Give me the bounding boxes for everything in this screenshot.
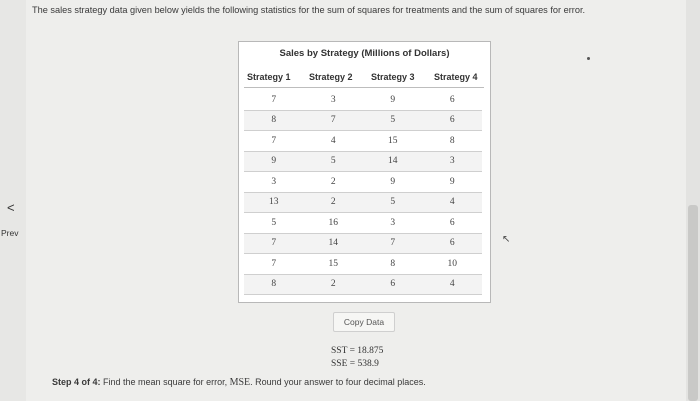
chevron-left-icon[interactable]: < — [7, 200, 15, 215]
step-text-after: . Round your answer to four decimal places. — [250, 377, 426, 387]
table-cell: 7 — [304, 110, 364, 131]
table-cell: 5 — [244, 213, 304, 234]
table-cell: 4 — [423, 192, 483, 213]
table-cell: 5 — [363, 110, 423, 131]
table-cell: 9 — [363, 90, 423, 110]
column-header: Strategy 2 — [309, 72, 353, 82]
table-cell: 6 — [423, 110, 483, 131]
table-cell: 4 — [304, 131, 364, 152]
table-cell: 8 — [363, 254, 423, 275]
table-cell: 2 — [304, 192, 364, 213]
table-row — [244, 233, 482, 254]
table-cell: 8 — [423, 131, 483, 152]
dot-mark — [587, 57, 590, 60]
copy-data-button[interactable]: Copy Data — [333, 312, 395, 332]
table-row — [244, 131, 482, 152]
table-cell: 7 — [244, 233, 304, 254]
table-cell: 3 — [304, 90, 364, 110]
table-cell: 3 — [363, 213, 423, 234]
prev-link[interactable]: Prev — [1, 228, 19, 238]
table-cell: 6 — [423, 90, 483, 110]
step-instruction — [52, 377, 426, 388]
header-divider — [244, 87, 484, 88]
problem-prompt: The sales strategy data given below yields the following statistics for the sum of squares for treatments and the sum of squares for error. — [32, 5, 586, 15]
column-header: Strategy 3 — [371, 72, 415, 82]
table-cell: 14 — [363, 151, 423, 172]
sales-table — [238, 41, 491, 303]
table-row — [244, 90, 482, 110]
table-row — [244, 192, 482, 213]
table-title: Sales by Strategy (Millions of Dollars) — [279, 48, 450, 59]
table-cell: 9 — [363, 172, 423, 193]
table-cell: 4 — [423, 274, 483, 295]
sst-value: SST = 18.875 — [331, 346, 384, 356]
table-row — [244, 274, 482, 295]
table-cell: 9 — [244, 151, 304, 172]
table-cell: 8 — [244, 110, 304, 131]
table-cell: 7 — [244, 254, 304, 275]
sse-value: SSE = 538.9 — [331, 359, 379, 369]
table-cell: 3 — [244, 172, 304, 193]
table-cell: 6 — [363, 274, 423, 295]
table-cell: 9 — [423, 172, 483, 193]
table-cell: 10 — [423, 254, 483, 275]
scrollbar-thumb[interactable] — [688, 205, 698, 401]
mouse-pointer-icon: ↖ — [502, 234, 511, 245]
table-cell: 5 — [363, 192, 423, 213]
table-cell: 16 — [304, 213, 364, 234]
table-row — [244, 213, 482, 234]
table-cell: 15 — [304, 254, 364, 275]
table-row — [244, 151, 482, 172]
table-cell: 13 — [244, 192, 304, 213]
step-text-before: Find the mean square for error, — [103, 377, 230, 387]
table-cell: 8 — [244, 274, 304, 295]
table-cell: 7 — [363, 233, 423, 254]
table-cell: 5 — [304, 151, 364, 172]
table-cell: 15 — [363, 131, 423, 152]
table-cell: 2 — [304, 172, 364, 193]
table-cell: 3 — [423, 151, 483, 172]
table-row — [244, 110, 482, 131]
step-label: Step 4 of 4: — [52, 377, 101, 387]
table-row — [244, 254, 482, 275]
table-cell: 14 — [304, 233, 364, 254]
table-cell: 2 — [304, 274, 364, 295]
column-header: Strategy 4 — [434, 72, 478, 82]
column-header: Strategy 1 — [247, 72, 291, 82]
table-cell: 7 — [244, 90, 304, 110]
data-grid — [244, 90, 482, 295]
scrollbar[interactable] — [686, 0, 700, 401]
table-cell: 7 — [244, 131, 304, 152]
mse-term: MSE — [229, 377, 251, 388]
table-cell: 6 — [423, 213, 483, 234]
table-cell: 6 — [423, 233, 483, 254]
table-row — [244, 172, 482, 193]
